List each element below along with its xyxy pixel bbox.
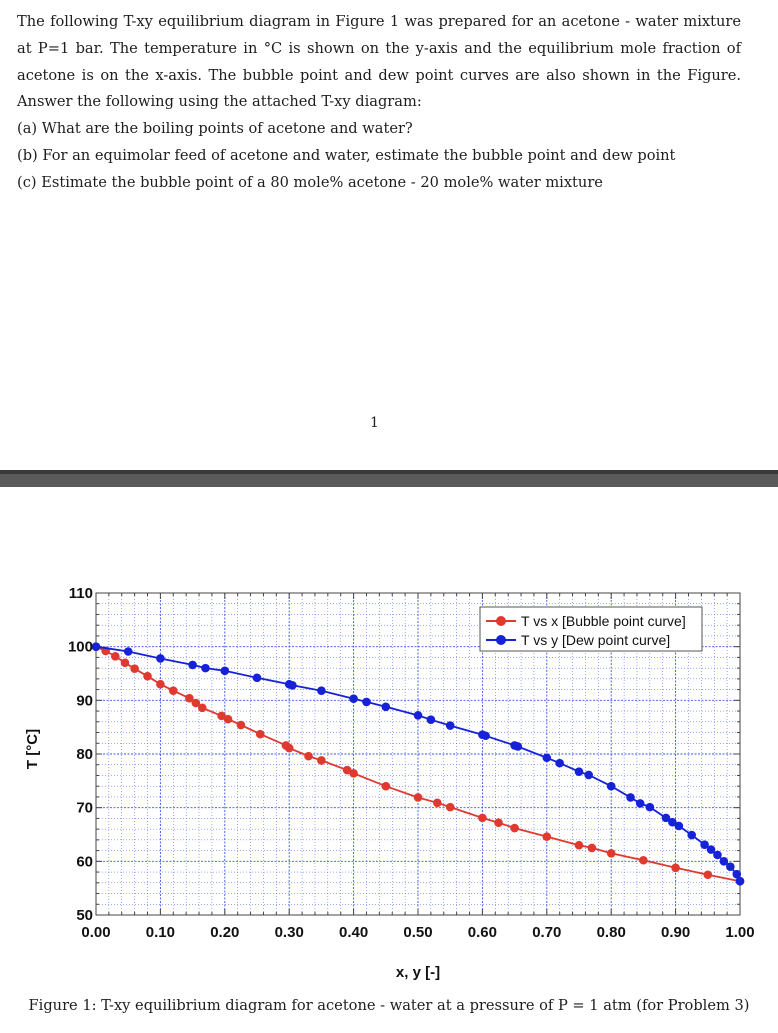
dew-point-marker bbox=[317, 686, 326, 695]
dew-point-marker bbox=[675, 822, 684, 831]
page-number: 1 bbox=[370, 415, 379, 431]
dew-point-marker bbox=[446, 721, 455, 730]
dew-point-marker bbox=[736, 877, 745, 886]
txy-chart bbox=[0, 487, 778, 992]
dew-point-marker bbox=[543, 753, 552, 762]
dew-point-marker bbox=[646, 803, 655, 812]
x-tick-label: 0.30 bbox=[274, 924, 304, 941]
bubble-point-marker bbox=[237, 721, 246, 730]
legend-marker-bubble bbox=[496, 616, 506, 626]
bubble-point-marker bbox=[478, 814, 487, 823]
x-tick-label: 0.70 bbox=[532, 924, 562, 941]
dew-point-marker bbox=[414, 711, 423, 720]
bubble-point-marker bbox=[304, 752, 313, 761]
dew-point-marker bbox=[575, 767, 584, 776]
bubble-point-marker bbox=[575, 841, 584, 850]
bubble-point-marker bbox=[446, 803, 455, 812]
dew-point-marker bbox=[382, 702, 391, 711]
dew-point-marker bbox=[288, 681, 297, 690]
bubble-point-marker bbox=[607, 849, 616, 858]
bubble-point-marker bbox=[543, 832, 552, 841]
question-b: (b) For an equimolar feed of acetone and water, estimate the bubble point and dew point bbox=[17, 146, 676, 164]
dew-point-marker bbox=[253, 673, 262, 682]
figure-caption: Figure 1: T-xy equilibrium diagram for acetone - water at a pressure of P = 1 atm (for Problem 3) bbox=[28, 997, 750, 1014]
y-tick-label: 110 bbox=[68, 585, 93, 602]
y-tick-label: 90 bbox=[76, 692, 93, 710]
dew-point-marker bbox=[713, 851, 722, 860]
legend-label-bubble: T vs x [Bubble point curve] bbox=[521, 613, 686, 629]
dew-point-marker bbox=[156, 654, 165, 663]
bubble-point-marker bbox=[121, 658, 130, 667]
dew-point-marker bbox=[201, 664, 210, 673]
x-tick-label: 0.20 bbox=[210, 924, 240, 941]
dew-point-marker bbox=[349, 694, 358, 703]
bubble-point-marker bbox=[349, 769, 358, 778]
y-axis-title: T [°C] bbox=[24, 728, 41, 770]
x-tick-label: 0.90 bbox=[660, 924, 691, 941]
bubble-point-marker bbox=[198, 704, 207, 713]
dew-point-marker bbox=[427, 715, 436, 724]
bubble-point-marker bbox=[285, 744, 294, 753]
dew-point-marker bbox=[362, 698, 371, 707]
bubble-point-marker bbox=[382, 782, 391, 791]
x-tick-label: 0.40 bbox=[338, 924, 369, 941]
question-c: (c) Estimate the bubble point of a 80 mole% acetone - 20 mole% water mixture bbox=[17, 173, 603, 191]
dew-point-marker bbox=[607, 782, 616, 791]
x-tick-label: 0.00 bbox=[81, 924, 111, 941]
dew-point-marker bbox=[188, 661, 197, 670]
bubble-point-marker bbox=[510, 824, 519, 833]
page-separator-shadow bbox=[0, 470, 778, 474]
dew-point-marker bbox=[584, 771, 593, 780]
bubble-point-marker bbox=[414, 793, 423, 802]
dew-point-marker bbox=[514, 742, 523, 751]
dew-point-marker bbox=[124, 647, 133, 656]
bubble-point-marker bbox=[317, 756, 326, 765]
bubble-point-marker bbox=[704, 870, 713, 879]
dew-point-marker bbox=[726, 862, 735, 871]
bubble-point-marker bbox=[588, 844, 597, 853]
legend bbox=[480, 607, 702, 651]
legend-marker-dew bbox=[496, 635, 506, 645]
bubble-point-marker bbox=[256, 730, 265, 739]
y-tick-label: 100 bbox=[67, 638, 93, 656]
x-tick-label: 0.10 bbox=[145, 924, 176, 941]
dew-point-marker bbox=[481, 731, 490, 740]
legend-label-dew: T vs y [Dew point curve] bbox=[521, 632, 671, 648]
bubble-point-marker bbox=[111, 652, 120, 661]
x-tick-label: 0.80 bbox=[596, 924, 626, 941]
x-tick-label: 0.60 bbox=[467, 924, 498, 941]
bubble-point-marker bbox=[143, 672, 152, 681]
bubble-point-marker bbox=[671, 863, 680, 872]
dew-point-marker bbox=[687, 831, 696, 840]
bubble-point-marker bbox=[156, 680, 165, 689]
bubble-point-marker bbox=[224, 715, 233, 724]
problem-intro: The following T-xy equilibrium diagram in Figure 1 was prepared for an acetone - water mixture at P=1 bar. The temperature in °C is shown on the y-axis and the equilibrium mole fraction of acetone is on the x-axis. The bubble point and dew point curves are also shown in the Figure. Answer the following using the attached T-xy diagram: bbox=[17, 13, 741, 111]
x-tick-label: 0.50 bbox=[403, 924, 433, 941]
dew-point-marker bbox=[626, 793, 635, 802]
x-tick-label: 1.00 bbox=[725, 924, 755, 941]
y-tick-label: 50 bbox=[76, 907, 93, 924]
y-tick-label: 70 bbox=[76, 799, 93, 817]
dew-point-marker bbox=[555, 759, 564, 768]
bubble-point-marker bbox=[494, 818, 503, 827]
bubble-point-marker bbox=[130, 664, 139, 673]
dew-point-marker bbox=[636, 799, 645, 808]
bubble-point-marker bbox=[169, 686, 178, 695]
bubble-point-marker bbox=[639, 856, 648, 865]
bubble-point-marker bbox=[433, 799, 442, 808]
y-tick-label: 80 bbox=[76, 746, 93, 763]
problem-statement bbox=[17, 9, 741, 197]
dew-point-marker bbox=[221, 667, 230, 676]
y-tick-label: 60 bbox=[76, 853, 93, 871]
question-a: (a) What are the boiling points of acetone and water? bbox=[17, 120, 413, 138]
x-axis-title: x, y [-] bbox=[395, 964, 441, 981]
